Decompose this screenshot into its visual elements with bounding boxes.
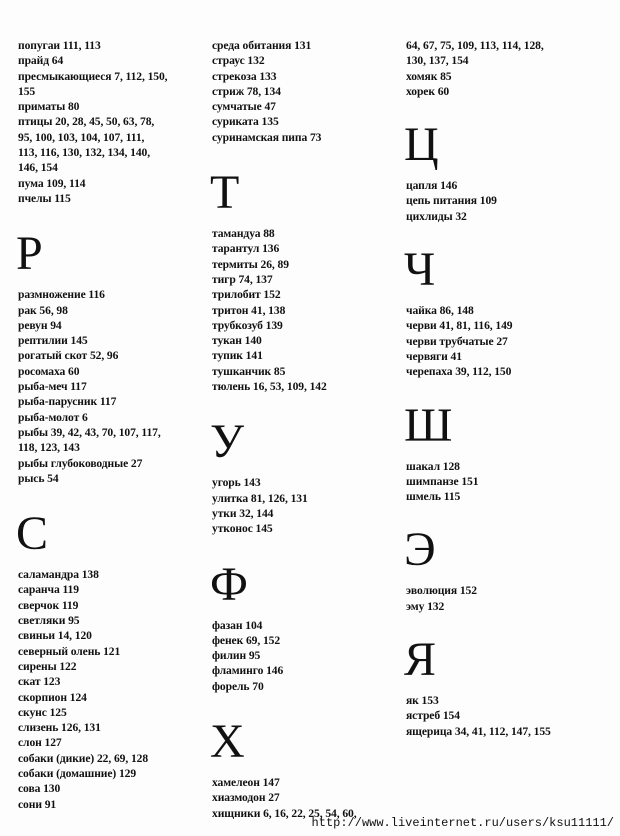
- index-entry: свиньи 14, 120: [18, 629, 92, 643]
- index-entry: улитка 81, 126, 131: [212, 491, 308, 505]
- index-entry: суринамская пипа 73: [212, 130, 322, 144]
- index-entry: хищники 6, 16, 22, 25, 54, 60,: [212, 806, 357, 820]
- index-entry: слон 127: [18, 736, 62, 750]
- index-entry: фазан 104: [212, 618, 263, 632]
- index-entry: утконос 145: [212, 522, 273, 536]
- index-entry: собаки (домашние) 129: [18, 766, 137, 780]
- entry-group: [406, 583, 606, 614]
- index-entry: рыбы 39, 42, 43, 70, 107, 117, 118, 123, 143: [18, 425, 161, 455]
- entry-group: [212, 775, 402, 821]
- index-entry: светляки 95: [18, 614, 80, 628]
- index-entry: сумчатые 47: [212, 100, 276, 114]
- index-entry: термиты 26, 89: [212, 257, 289, 271]
- index-entry: угорь 143: [212, 476, 261, 490]
- section-letter-kh: Х: [210, 715, 245, 769]
- index-entry: суриката 135: [212, 115, 279, 129]
- entry-group: [212, 618, 402, 694]
- section-letter-u: У: [210, 415, 244, 469]
- source-url[interactable]: http://www.liveinternet.ru/users/ksu11111/: [311, 816, 614, 830]
- index-entry: цихлиды 32: [406, 209, 467, 223]
- index-entry: скорпион 124: [18, 690, 87, 704]
- index-entry: скат 123: [18, 675, 61, 689]
- index-entry: червяги 41: [406, 349, 462, 363]
- entry-group: [406, 693, 606, 739]
- index-entry: черви трубчатые 27: [406, 334, 508, 348]
- index-entry: сова 130: [18, 782, 61, 796]
- index-entry: рысь 54: [18, 471, 59, 485]
- index-entry: попугаи 111, 113: [18, 39, 101, 52]
- index-entry: эму 132: [406, 599, 445, 613]
- index-entry: страус 132: [212, 54, 265, 68]
- index-entry: тигр 74, 137: [212, 272, 273, 286]
- index-entry: пума 109, 114: [18, 176, 86, 190]
- index-entry: тамандуа 88: [212, 227, 275, 241]
- entry-group: [212, 226, 402, 394]
- section-letter-r: Р: [16, 227, 43, 281]
- index-entry: птицы 20, 28, 45, 50, 63, 78, 95, 100, 103, 104, 107, 111, 113, 116, 130, 132, 134, 140, 146, 154: [18, 115, 155, 175]
- index-entry: сони 91: [18, 797, 57, 811]
- index-entry: сирены 122: [18, 659, 77, 673]
- index-entry: цапля 146: [406, 179, 458, 193]
- index-entry: форель 70: [212, 679, 264, 693]
- entry-group: [406, 303, 606, 379]
- index-entry: тушканчик 85: [212, 364, 286, 378]
- index-entry: пресмыкающиеся 7, 112, 150, 155: [18, 69, 168, 98]
- index-entry: фламинго 146: [212, 664, 284, 678]
- index-entry: рыба-молот 6: [18, 410, 88, 424]
- entry-group: [18, 287, 208, 486]
- index-entry: як 153: [406, 694, 439, 708]
- section-letter-f: Ф: [210, 557, 248, 611]
- entry-group: [212, 475, 402, 536]
- index-entry: пчелы 115: [18, 191, 71, 205]
- index-entry: скунс 125: [18, 705, 67, 719]
- index-entry: тупик 141: [212, 349, 263, 363]
- index-entry: ястреб 154: [406, 709, 460, 723]
- section-letter-ch: Ч: [404, 243, 436, 297]
- section-letter-ts: Ц: [404, 118, 439, 172]
- index-entry: шмель 115: [406, 490, 461, 504]
- index-entry: слизень 126, 131: [18, 721, 101, 735]
- index-entry: саранча 119: [18, 583, 79, 597]
- index-entry: цепь питания 109: [406, 194, 497, 208]
- index-entry: чайка 86, 148: [406, 304, 474, 318]
- index-entry: стриж 78, 134: [212, 84, 281, 98]
- index-column-2: [212, 38, 402, 821]
- section-letter-s: С: [16, 507, 49, 561]
- index-entry: размножение 116: [18, 288, 105, 302]
- index-entry: прайд 64: [18, 54, 64, 68]
- index-entry: тюлень 16, 53, 109, 142: [212, 380, 327, 394]
- entry-group: [406, 178, 606, 224]
- section-letter-sh: Ш: [404, 398, 453, 452]
- index-entry: филин 95: [212, 649, 261, 663]
- entry-group: [406, 459, 606, 505]
- index-entry: рак 56, 98: [18, 303, 68, 317]
- index-entry: приматы 80: [18, 100, 80, 114]
- index-entry: эволюция 152: [406, 584, 477, 598]
- entry-group: [212, 38, 402, 145]
- index-entry: рыбы глубоководные 27: [18, 456, 143, 470]
- index-entry: утки 32, 144: [212, 506, 274, 520]
- index-entry: шакал 128: [406, 459, 460, 473]
- section-letter-t: Т: [210, 166, 240, 220]
- section-letter-ya: Я: [404, 633, 437, 687]
- index-entry: хиазмодон 27: [212, 791, 280, 805]
- index-entry: рептилии 145: [18, 334, 88, 348]
- index-entry: трубкозуб 139: [212, 318, 283, 332]
- entry-group: [18, 38, 208, 206]
- index-entry: шимпанзе 151: [406, 474, 479, 488]
- index-column-3: [406, 38, 606, 739]
- index-entry: ящерица 34, 41, 112, 147, 155: [406, 724, 551, 738]
- index-entry: хорек 60: [406, 84, 450, 98]
- index-entry: рыба-меч 117: [18, 380, 87, 394]
- index-entry: рыба-парусник 117: [18, 395, 117, 409]
- index-entry: черепаха 39, 112, 150: [406, 365, 512, 379]
- index-entry: ревун 94: [18, 318, 62, 332]
- index-entry: тритон 41, 138: [212, 303, 286, 317]
- index-column-1: [18, 38, 208, 812]
- index-entry: черви 41, 81, 116, 149: [406, 319, 513, 333]
- index-entry: саламандра 138: [18, 568, 99, 582]
- index-entry: хамелеон 147: [212, 776, 280, 790]
- index-entry: тарантул 136: [212, 242, 280, 256]
- index-entry: сверчок 119: [18, 598, 79, 612]
- index-entry: северный олень 121: [18, 644, 121, 658]
- index-entry: росомаха 60: [18, 364, 80, 378]
- index-entry: собаки (дикие) 22, 69, 128: [18, 751, 149, 765]
- index-entry: рогатый скот 52, 96: [18, 349, 119, 363]
- index-entry: хомяк 85: [406, 69, 452, 83]
- index-entry: 64, 67, 75, 109, 113, 114, 128, 130, 137, 154: [406, 39, 544, 68]
- index-entry: трилобит 152: [212, 288, 281, 302]
- index-entry: стрекоза 133: [212, 69, 277, 83]
- index-entry: среда обитания 131: [212, 39, 312, 52]
- section-letter-e: Э: [404, 523, 436, 577]
- index-entry: фенек 69, 152: [212, 633, 281, 647]
- entry-group: [18, 567, 208, 812]
- entry-group: [406, 38, 606, 99]
- index-entry: тукан 140: [212, 334, 262, 348]
